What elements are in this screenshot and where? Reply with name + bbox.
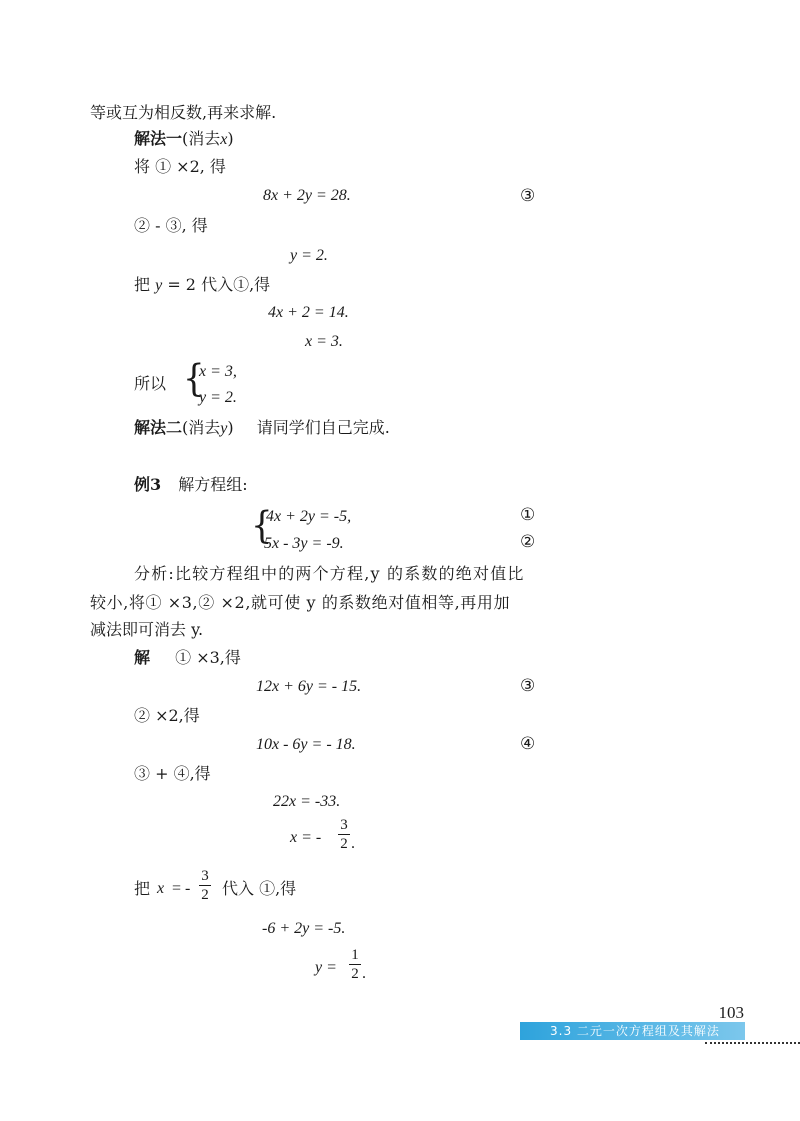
equation-y-frac-lhs: y = — [315, 959, 337, 976]
equation-4x: 4x + 2 = 14. — [268, 304, 349, 321]
page-number: 103 — [718, 1003, 744, 1022]
fraction-bar-3 — [349, 964, 361, 965]
solution-step-2: ② ×2,得 — [134, 706, 200, 725]
period-2: . — [362, 965, 366, 982]
step-multiply-1: 将 ① ×2, 得 — [134, 157, 226, 176]
footer-dotted-rule — [705, 1042, 800, 1044]
equation-10x: 10x - 6y = - 18. — [256, 736, 356, 753]
example-equation-2: 5x - 3y = -9. — [264, 535, 344, 552]
step-subtract: ② - ③, 得 — [134, 216, 208, 235]
fraction-bar — [338, 834, 350, 835]
solution-step-1 — [134, 648, 241, 668]
example-3-text: 解方程组: — [178, 475, 248, 494]
equation-label-3: ③ — [520, 186, 536, 206]
substitute-x-eq: = - — [172, 880, 191, 897]
fraction-denominator-3: 2 — [351, 966, 359, 982]
equation-22x: 22x = -33. — [273, 793, 341, 810]
equation-3: 8x + 2y = 28. — [263, 187, 351, 204]
substitute-var: y — [155, 277, 163, 294]
equation-x-equals-3: x = 3. — [305, 333, 343, 350]
substitute-x-word: 把 — [134, 879, 151, 898]
period-1: . — [351, 835, 355, 852]
system-brace: { — [183, 356, 205, 401]
solution-y: y = 2. — [199, 389, 237, 406]
equation-12x: 12x + 6y = - 15. — [256, 678, 362, 695]
solution-x: x = 3, — [199, 363, 237, 380]
substitute-rest: = 2 代入①,得 — [167, 275, 271, 294]
method-two-heading — [134, 418, 390, 439]
fraction-one-half — [349, 947, 361, 982]
substitute-x-var: x — [157, 880, 165, 897]
equation-x-frac-lhs: x = - — [290, 829, 322, 846]
fraction-numerator-2: 3 — [201, 868, 209, 884]
method-one-paren: (消去 — [182, 129, 221, 148]
analysis-line-2: 较小,将① ×3,② ×2,就可使 y 的系数绝对值相等,再用加 — [90, 593, 511, 612]
fraction-numerator-3: 1 — [351, 947, 359, 963]
equation-y-equals-2: y = 2. — [290, 247, 328, 264]
step-substitute-y — [134, 275, 270, 296]
method-two-instruction: 请同学们自己完成. — [256, 418, 390, 437]
equation-label-2: ② — [520, 532, 536, 552]
method-two-title: 解法二 — [134, 418, 183, 437]
fraction-three-halves — [338, 817, 350, 852]
method-one-heading — [134, 129, 234, 150]
so-word: 所以 — [134, 374, 167, 393]
example-system-brace: { — [251, 503, 273, 548]
example-3-heading — [134, 475, 248, 495]
analysis-line-3: 减法即可消去 y. — [90, 620, 204, 639]
solution-step-3: ③ + ④,得 — [134, 764, 211, 783]
fraction-denominator-2: 2 — [201, 887, 209, 903]
method-one-title: 解法一 — [134, 129, 183, 148]
equation-label-4: ④ — [520, 734, 536, 754]
fraction-numerator: 3 — [340, 817, 348, 833]
solution-step-1-text: ① ×3,得 — [175, 648, 241, 667]
solution-label: 解 — [134, 648, 151, 667]
fraction-three-halves-2 — [199, 868, 211, 903]
equation-label-1: ① — [520, 505, 536, 525]
example-3-label: 例3 — [134, 475, 162, 494]
section-footer-bar: 3.3 二元一次方程组及其解法 — [520, 1022, 745, 1040]
substitute-word: 把 — [134, 275, 151, 294]
substitute-x-rest: 代入 ①,得 — [222, 879, 297, 898]
method-one-close: ) — [227, 129, 234, 148]
method-two-paren: (消去 — [182, 418, 221, 437]
method-two-close: ) — [227, 418, 234, 437]
fraction-bar-2 — [199, 885, 211, 886]
example-equation-1: 4x + 2y = -5, — [266, 508, 352, 525]
fraction-denominator: 2 — [340, 836, 348, 852]
equation-label-3b: ③ — [520, 676, 536, 696]
method-one-var: x — [220, 131, 228, 148]
equation-minus-6: -6 + 2y = -5. — [262, 920, 346, 937]
continuation-text: 等或互为相反数,再来求解. — [90, 103, 277, 122]
analysis-line-1: 分析:比较方程组中的两个方程,y 的系数的绝对值比 — [134, 564, 525, 583]
method-two-var: y — [220, 420, 228, 437]
